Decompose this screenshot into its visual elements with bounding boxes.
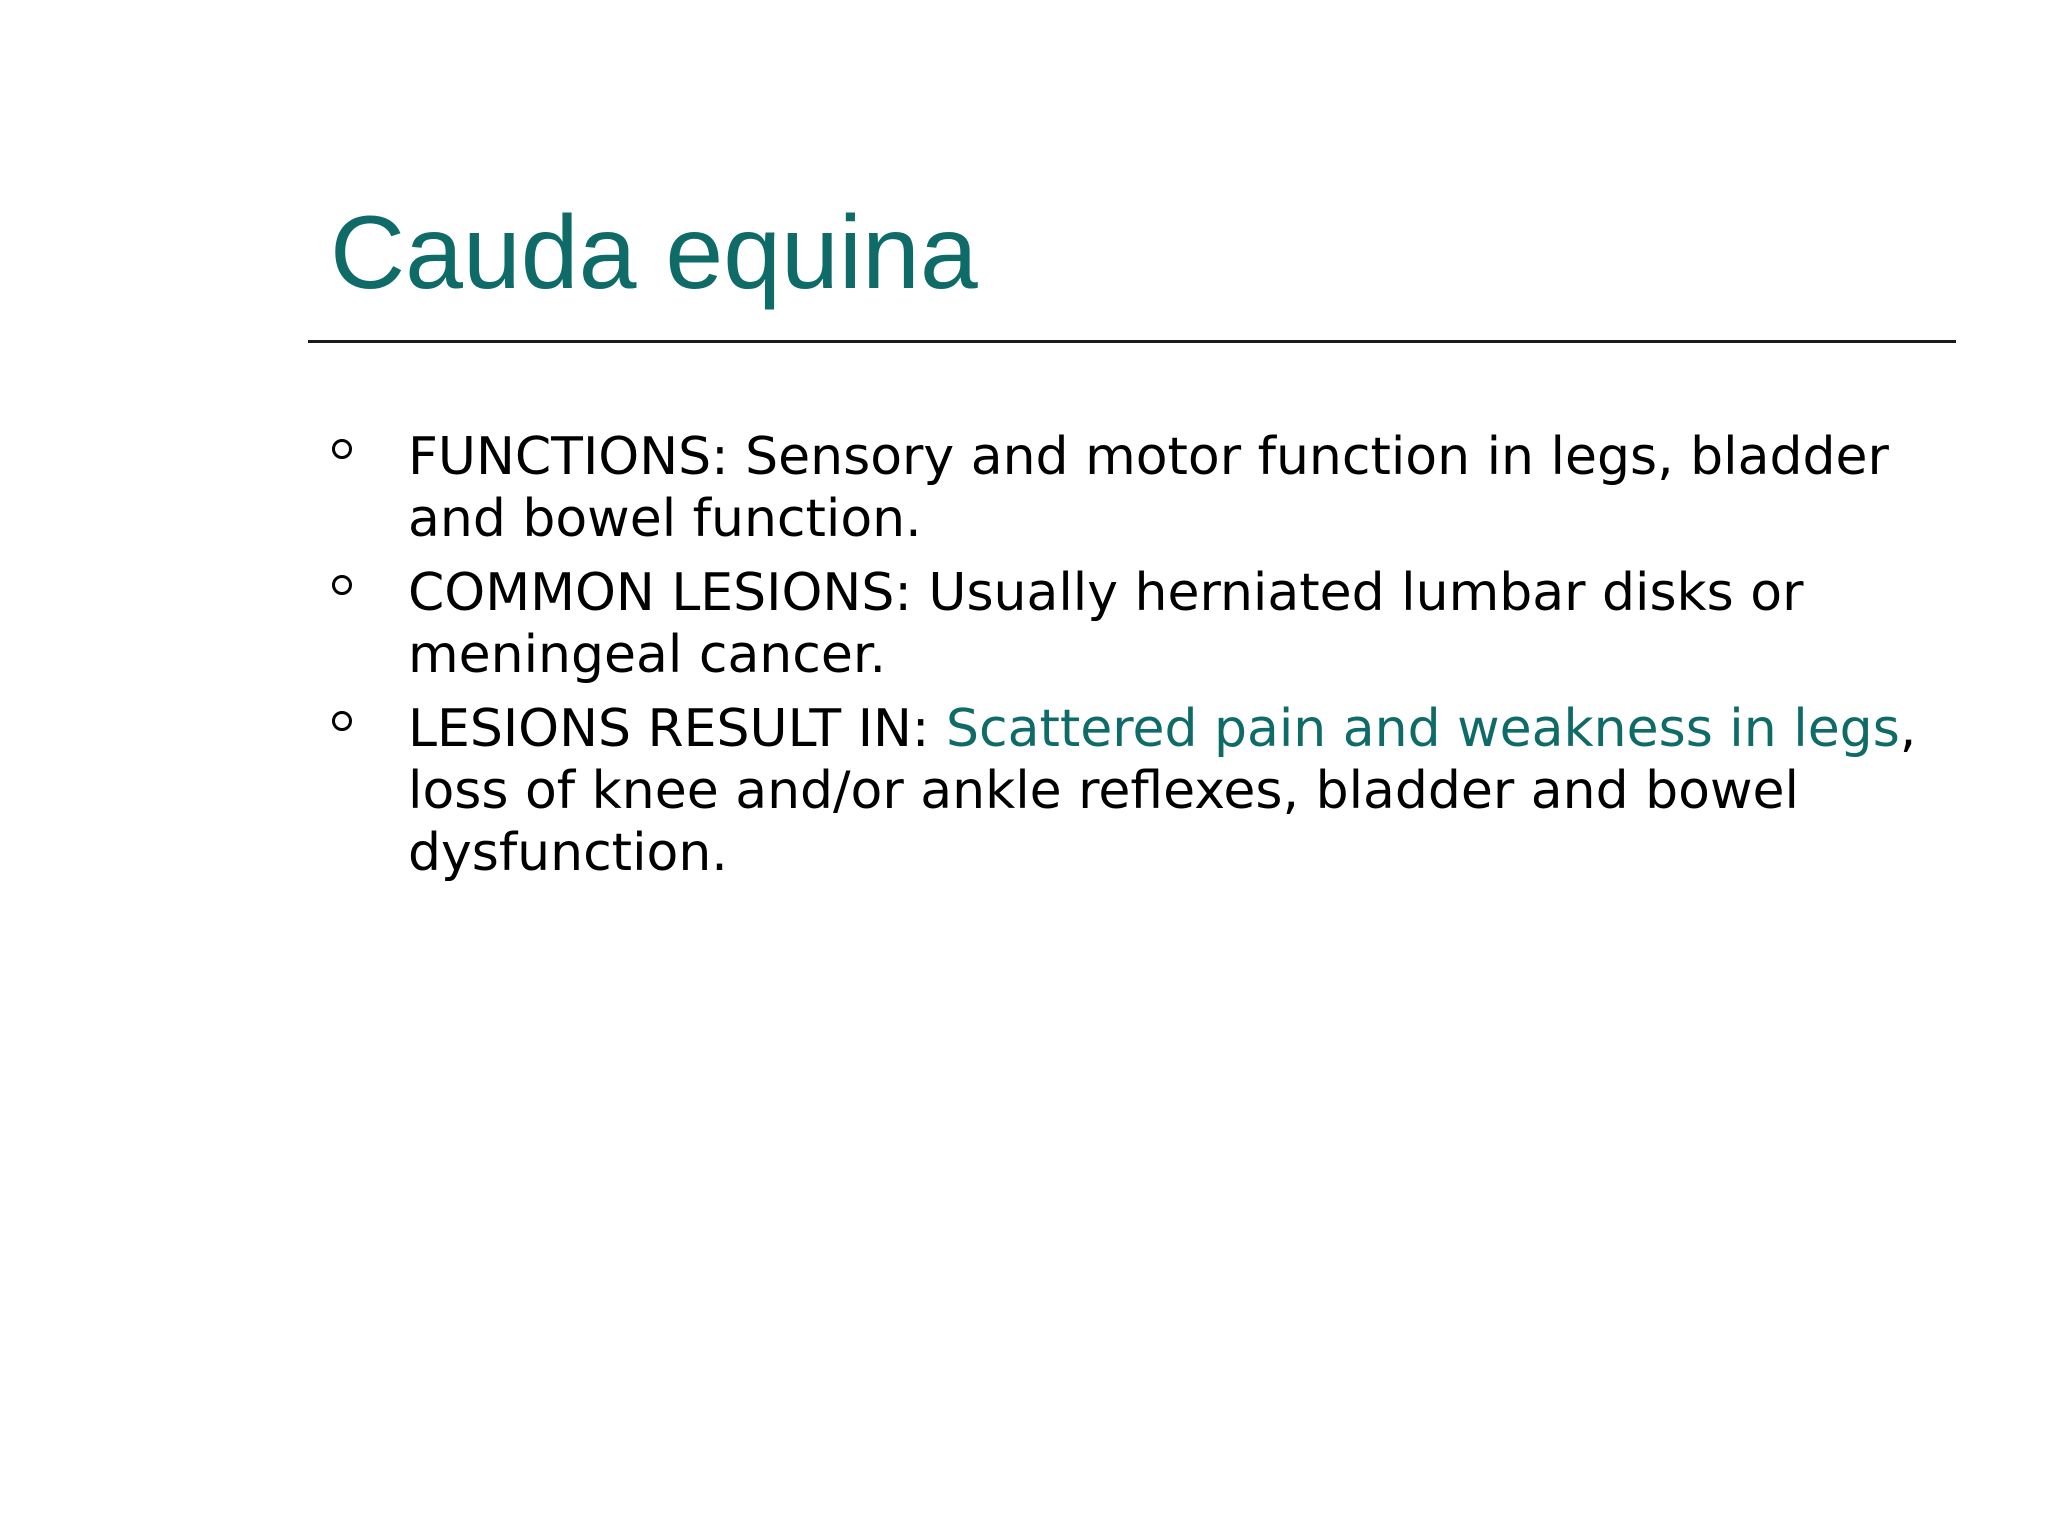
hollow-circle-bullet-icon xyxy=(332,575,352,595)
bullet-label: COMMON LESIONS: xyxy=(408,563,912,623)
bullet-item-lesions-result xyxy=(330,698,1970,884)
bullet-text-before xyxy=(929,699,946,759)
bullet-text: Usually herniated lumbar disks or meningeal cancer. xyxy=(408,563,1804,685)
bullet-text: Sensory and motor function in legs, bladder and bowel function. xyxy=(408,427,1889,549)
bullet-item-common-lesions xyxy=(330,562,1970,686)
bullet-text-after: , loss of knee and/or ankle reflexes, bladder and bowel dysfunction. xyxy=(408,699,1917,883)
bullet-highlight-text: Scattered pain and weakness in legs xyxy=(945,699,1900,759)
hollow-circle-bullet-icon xyxy=(332,711,352,731)
slide-title: Cauda equina xyxy=(330,195,978,311)
hollow-circle-bullet-icon xyxy=(332,439,352,459)
bullet-label: FUNCTIONS: xyxy=(408,427,729,487)
bullet-item-functions xyxy=(330,426,1970,550)
title-divider xyxy=(308,340,1956,343)
bullet-label: LESIONS RESULT IN: xyxy=(408,699,930,759)
bullet-list xyxy=(330,426,1970,896)
